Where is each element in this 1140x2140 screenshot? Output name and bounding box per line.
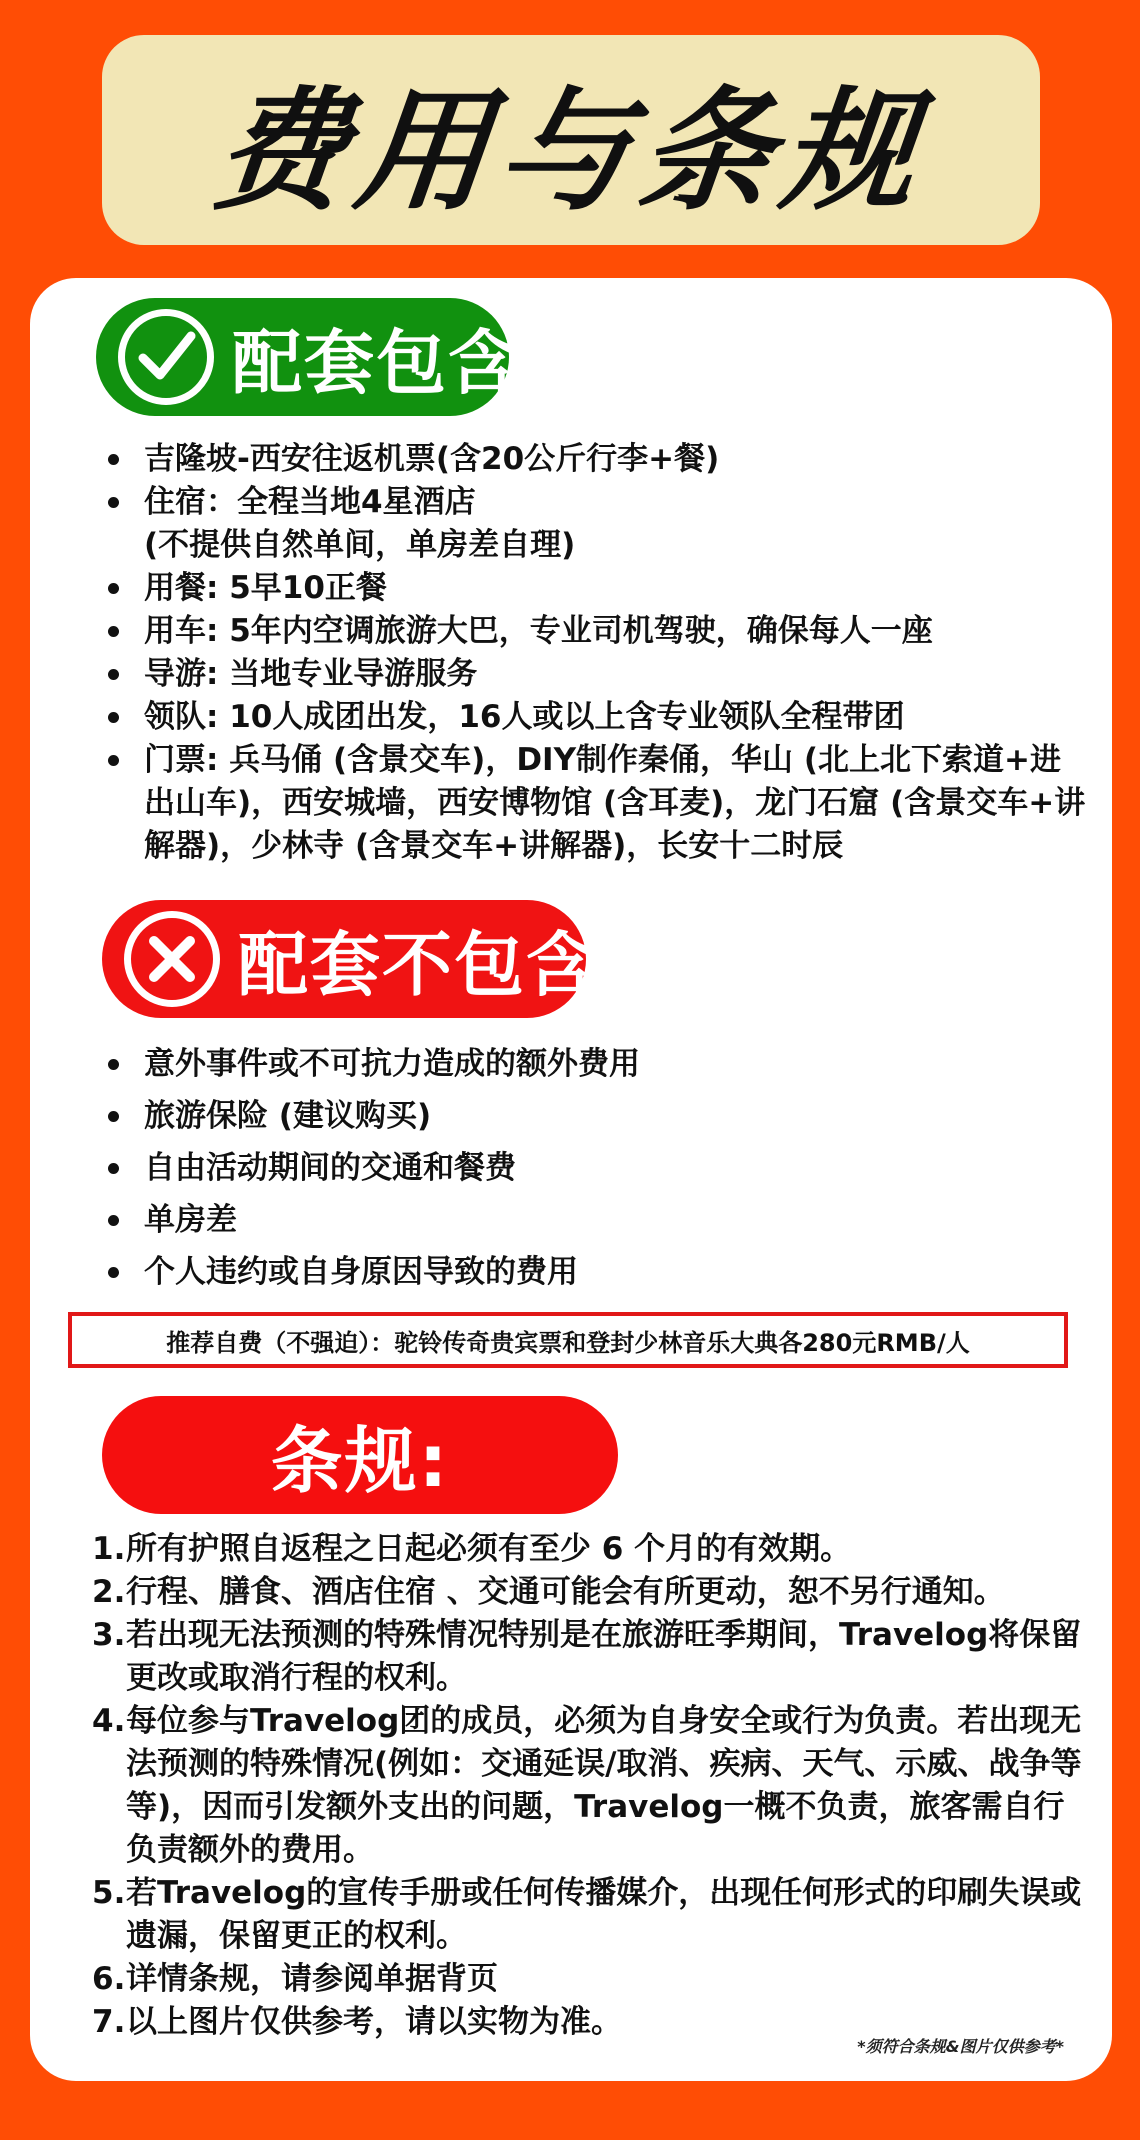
content-card <box>30 278 1112 2081</box>
term-number: 6. <box>92 1961 126 1997</box>
included-item: 门票: 兵马俑 (含景交车)，DIY制作秦俑，华山 (北上北下索道+进出山车)，西安城墙，西安博物馆 (含耳麦)，龙门石窟 (含景交车+讲解器)，少林寺 (含景交车+讲解器)，长安十二时辰 <box>100 739 1090 868</box>
recommendation-box <box>68 1312 1068 1368</box>
included-item-line: 住宿：全程当地4星酒店 (不提供自然单间，单房差自理) <box>144 484 576 563</box>
term-text: 若出现无法预测的特殊情况特别是在旅游旺季期间，Travelog将保留更改或取消行程的权利。 <box>126 1617 1082 1696</box>
term-text: 行程、膳食、酒店住宿 、交通可能会有所更动，恕不另行通知。 <box>126 1574 1005 1610</box>
term-text: 以上图片仅供参考，请以实物为准。 <box>126 2004 622 2040</box>
excluded-item: 自由活动期间的交通和餐费 <box>100 1142 1090 1194</box>
page-title: 费用与条规 <box>206 75 933 229</box>
term-text: 详情条规，请参阅单据背页 <box>126 1961 498 1997</box>
term-item <box>92 1958 1092 2001</box>
excluded-list <box>100 1038 1090 1298</box>
included-item <box>100 481 1090 567</box>
term-text: 所有护照自返程之日起必须有至少 6 个月的有效期。 <box>126 1531 852 1567</box>
term-number: 7. <box>92 2004 126 2040</box>
included-item: 导游: 当地专业导游服务 <box>100 653 1090 696</box>
term-item <box>92 1571 1092 1614</box>
excluded-item: 旅游保险 (建议购买) <box>100 1090 1090 1142</box>
term-item <box>92 1614 1092 1700</box>
recommendation-text: 推荐自费（不强迫）：驼铃传奇贵宾票和登封少林音乐大典各280元RMB/人 <box>166 1328 970 1357</box>
terms-heading-pill <box>102 1396 618 1514</box>
included-list <box>100 438 1090 868</box>
included-heading-pill <box>96 298 550 416</box>
excluded-item: 个人违约或自身原因导致的费用 <box>100 1246 1090 1298</box>
included-item: 吉隆坡-西安往返机票(含20公斤行李+餐) <box>100 438 1090 481</box>
term-number: 3. <box>92 1617 126 1653</box>
term-number: 2. <box>92 1574 126 1610</box>
term-number: 5. <box>92 1875 126 1911</box>
term-number: 4. <box>92 1703 126 1739</box>
term-number: 1. <box>92 1531 126 1567</box>
excluded-item: 单房差 <box>100 1194 1090 1246</box>
term-text: 每位参与Travelog团的成员，必须为自身安全或行为负责。若出现无法预测的特殊情况(例如：交通延误/取消、疾病、天气、示威、战争等等)，因而引发额外支出的问题，Travelog一概不负责，旅客需自行负责额外的费用。 <box>126 1703 1082 1868</box>
included-item: 用车: 5年内空调旅游大巴，专业司机驾驶，确保每人一座 <box>100 610 1090 653</box>
terms-list <box>92 1528 1092 2044</box>
term-item <box>92 1528 1092 1571</box>
excluded-item: 意外事件或不可抗力造成的额外费用 <box>100 1038 1090 1090</box>
term-item <box>92 1872 1092 1958</box>
excluded-heading-pill <box>102 900 628 1018</box>
title-banner <box>102 35 1040 245</box>
footnote: *须符合条规&图片仅供参考* <box>857 2037 1064 2056</box>
excluded-heading: 配套不包含: <box>238 923 628 1006</box>
cross-icon <box>124 911 220 1007</box>
term-item <box>92 1700 1092 1872</box>
term-text: 若Travelog的宣传手册或任何传播媒介，出现任何形式的印刷失误或遗漏，保留更正的权利。 <box>126 1875 1082 1954</box>
included-item: 用餐: 5早10正餐 <box>100 567 1090 610</box>
included-heading: 配套包含: <box>232 321 550 404</box>
check-icon <box>118 309 214 405</box>
included-item: 领队: 10人成团出发，16人或以上含专业领队全程带团 <box>100 696 1090 739</box>
terms-heading: 条规: <box>270 1419 450 1503</box>
